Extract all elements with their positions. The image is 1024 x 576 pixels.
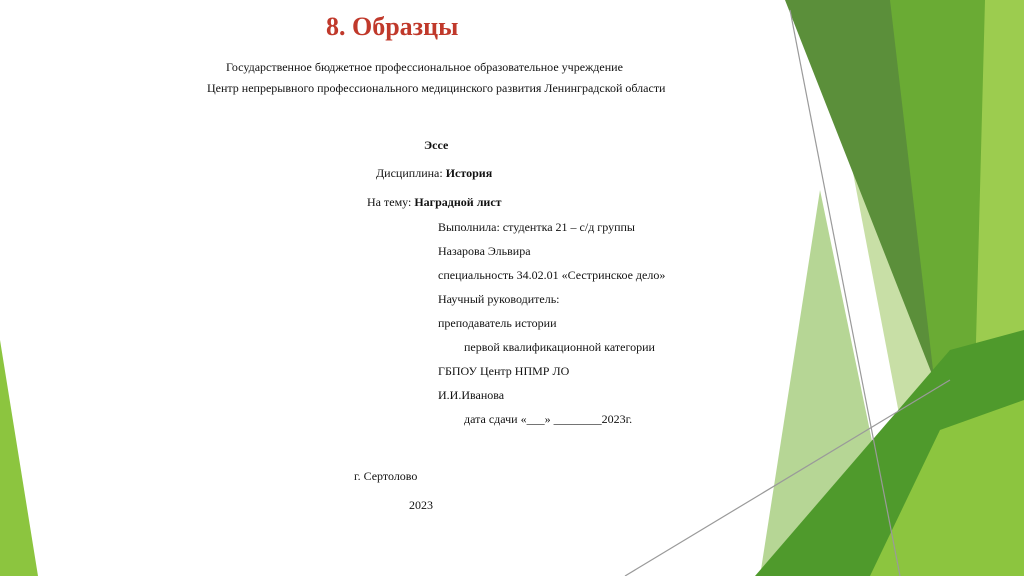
slide-title: 8. Образцы <box>326 12 459 41</box>
specialty-line: специальность 34.02.01 «Сестринское дело» <box>438 268 666 282</box>
submission-date: дата сдачи «___» ________2023г. <box>464 412 633 426</box>
green-left-triangle <box>0 340 38 576</box>
author-name: Назарова Эльвира <box>438 244 531 258</box>
institution-line-1: Государственное бюджетное профессиональное образовательное учреждение <box>226 60 623 74</box>
discipline-line <box>376 166 492 181</box>
topic-line <box>367 195 502 210</box>
topic-label: На тему: <box>367 195 415 209</box>
supervisor-category: первой квалификационной категории <box>464 340 655 354</box>
supervisor-label: Научный руководитель: <box>438 292 560 306</box>
topic-value: Наградной лист <box>414 195 502 209</box>
supervisor-organization: ГБПОУ Центр НПМР ЛО <box>438 364 570 378</box>
supervisor-position: преподаватель истории <box>438 316 557 330</box>
year: 2023 <box>409 498 433 512</box>
institution-line-2: Центр непрерывного профессионального медицинского развития Ленинградской области <box>207 81 666 95</box>
discipline-value: История <box>445 166 493 180</box>
supervisor-name: И.И.Иванова <box>438 388 505 402</box>
author-line: Выполнила: студентка 21 – с/д группы <box>438 220 635 234</box>
city: г. Сертолово <box>354 469 418 483</box>
document-type: Эссе <box>424 138 449 152</box>
discipline-label: Дисциплина: <box>376 166 446 180</box>
